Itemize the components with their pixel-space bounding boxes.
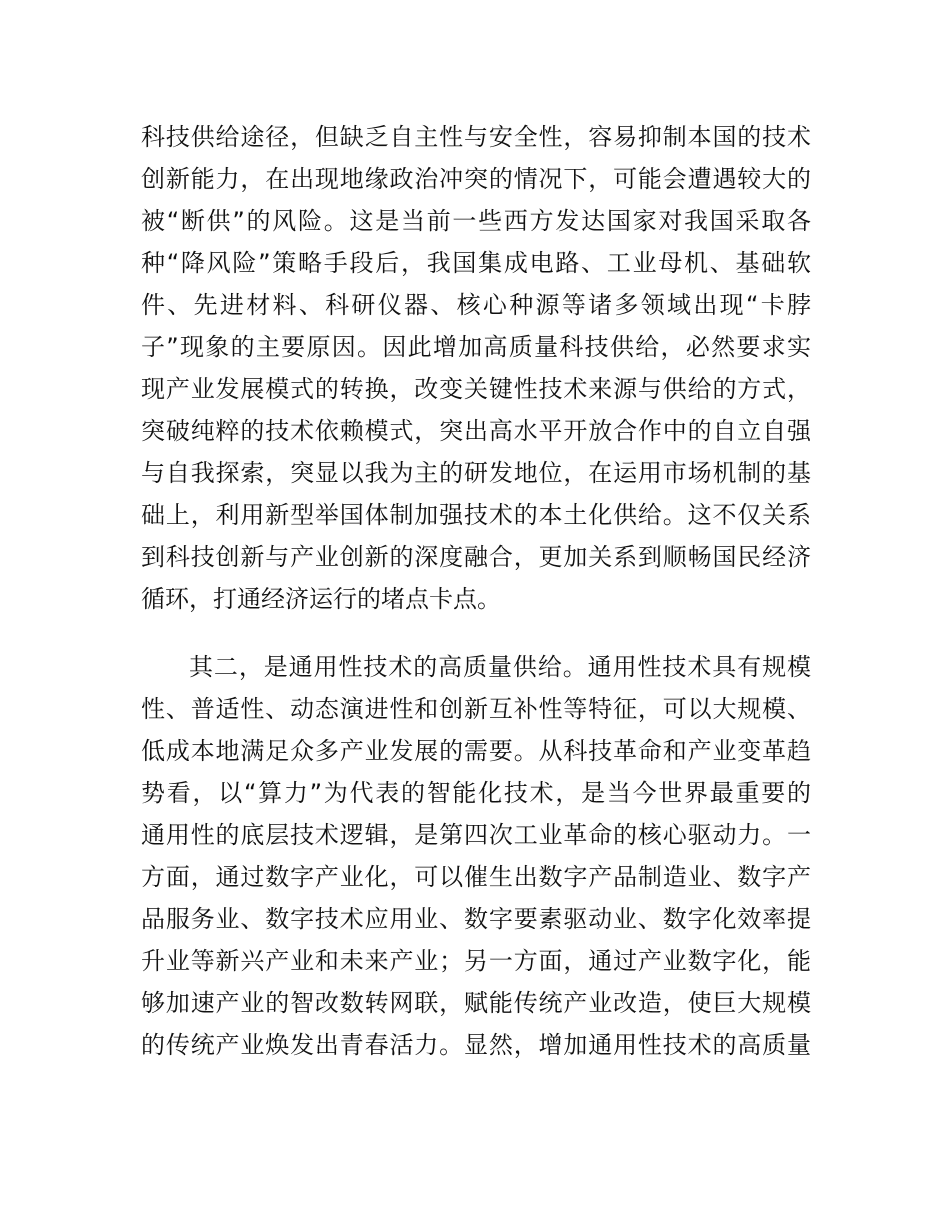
paragraph-line: 够加速产业的智改数转网联，赋能传统产业改造，使巨大规模 [141, 989, 811, 1017]
paragraph-line: 其二，是通用性技术的高质量供给。通用性技术具有规模 [189, 653, 811, 681]
paragraph-line: 的传统产业焕发出青春活力。显然，增加通用性技术的高质量 [141, 1031, 811, 1059]
paragraph-line: 突破纯粹的技术依赖模式，突出高水平开放合作中的自立自强 [141, 417, 811, 445]
paragraph-line: 件、先进材料、科研仪器、核心种源等诸多领域出现“卡脖 [141, 291, 811, 319]
paragraph-line: 方面，通过数字产业化，可以催生出数字产品制造业、数字产 [141, 863, 811, 891]
paragraph-line: 循环，打通经济运行的堵点卡点。 [141, 585, 501, 613]
paragraph-line: 现产业发展模式的转换，改变关键性技术来源与供给的方式， [141, 375, 811, 403]
paragraph-line: 创新能力，在出现地缘政治冲突的情况下，可能会遭遇较大的 [141, 165, 811, 193]
paragraph-line: 势看，以“算力”为代表的智能化技术，是当今世界最重要的 [141, 779, 811, 807]
paragraph-line: 与自我探索，突显以我为主的研发地位，在运用市场机制的基 [141, 459, 811, 487]
paragraph-line: 低成本地满足众多产业发展的需要。从科技革命和产业变革趋 [141, 737, 811, 765]
paragraph-line: 被“断供”的风险。这是当前一些西方发达国家对我国采取各 [141, 207, 811, 235]
paragraph-line: 种“降风险”策略手段后，我国集成电路、工业母机、基础软 [141, 249, 811, 277]
paragraph-line: 础上，利用新型举国体制加强技术的本土化供给。这不仅关系 [141, 501, 811, 529]
paragraph-line: 通用性的底层技术逻辑，是第四次工业革命的核心驱动力。一 [141, 821, 811, 849]
paragraph-line: 到科技创新与产业创新的深度融合，更加关系到顺畅国民经济 [141, 543, 811, 571]
paragraph-line: 子”现象的主要原因。因此增加高质量科技供给，必然要求实 [141, 333, 811, 361]
paragraph-line: 品服务业、数字技术应用业、数字要素驱动业、数字化效率提 [141, 905, 811, 933]
paragraph-line: 升业等新兴产业和未来产业；另一方面，通过产业数字化，能 [141, 947, 811, 975]
paragraph-line: 性、普适性、动态演进性和创新互补性等特征，可以大规模、 [141, 695, 811, 723]
paragraph-line: 科技供给途径，但缺乏自主性与安全性，容易抑制本国的技术 [141, 123, 811, 151]
